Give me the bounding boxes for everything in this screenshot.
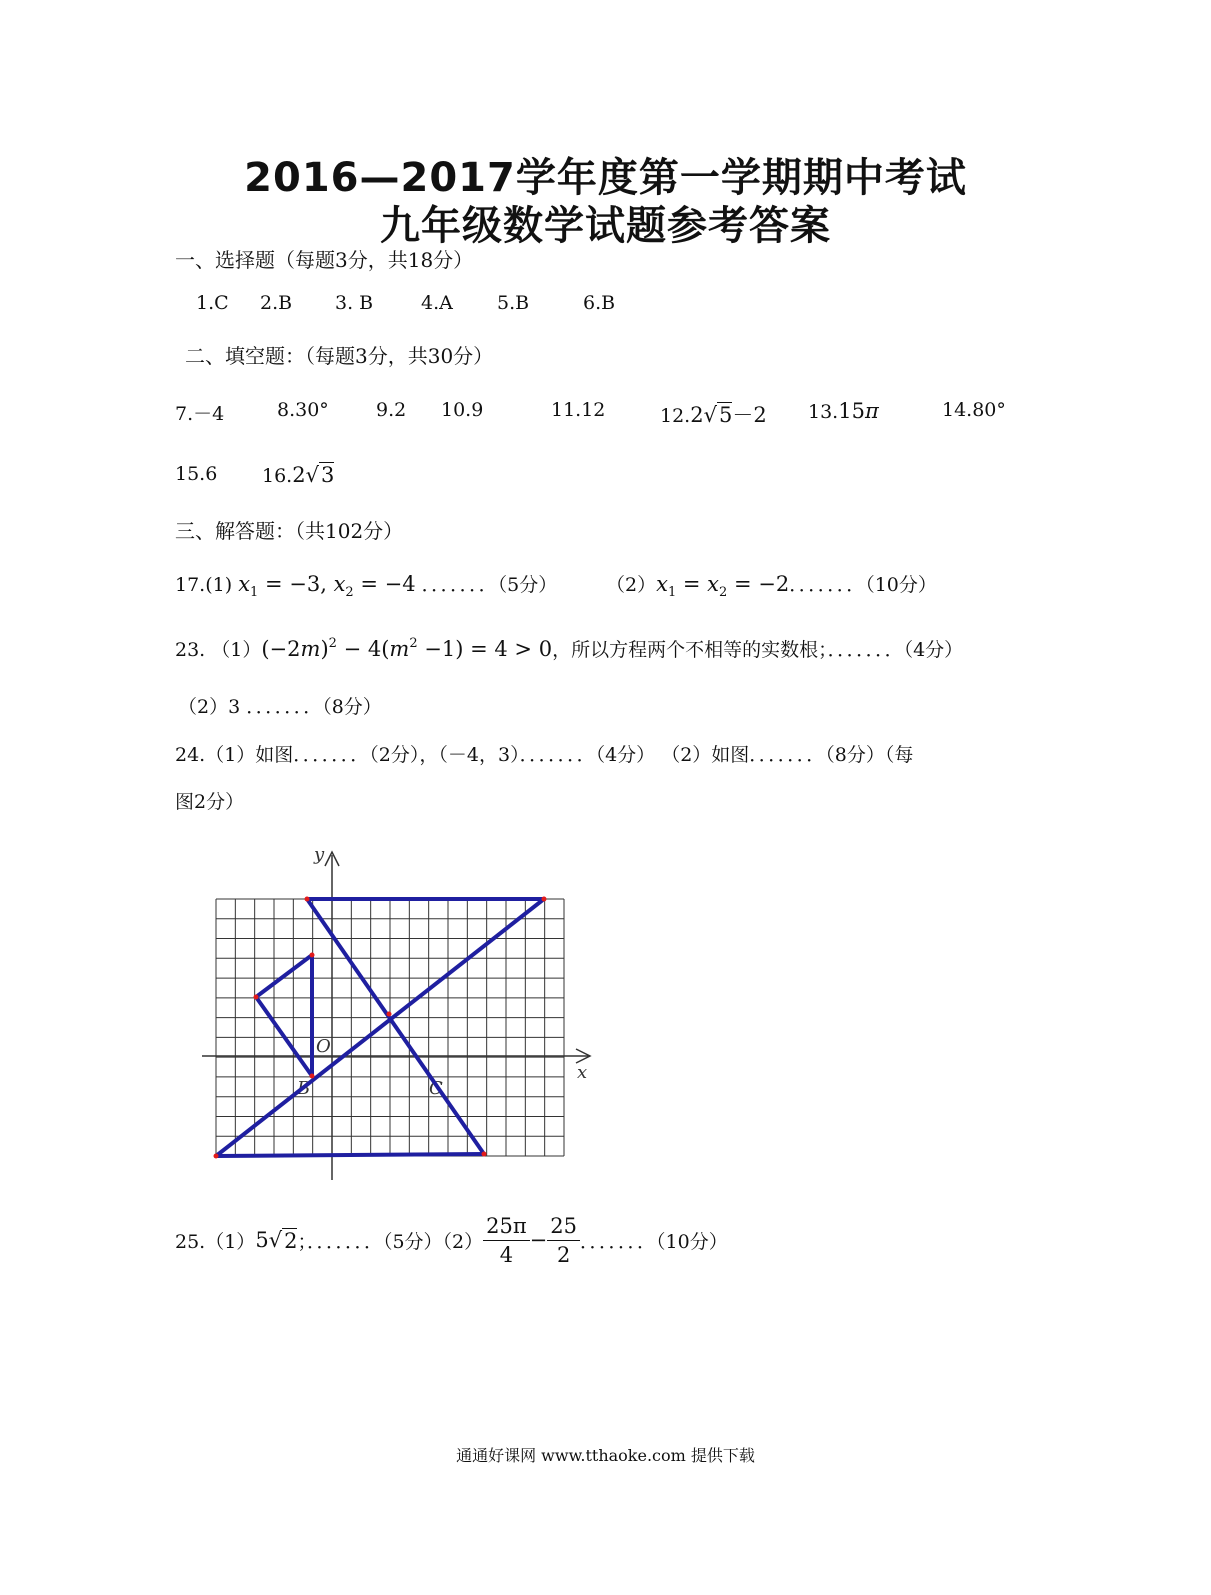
q23-expr-b: ) bbox=[320, 637, 329, 661]
q17-score2: ．．．．．．．（10分） bbox=[789, 574, 937, 596]
q17-score1: ．．．．．．．（5分） bbox=[421, 574, 558, 596]
page-title: 2016—2017学年度第一学期期中考试 bbox=[244, 155, 967, 201]
q23-sup2: 2 bbox=[409, 636, 418, 651]
vertex-point bbox=[310, 953, 315, 958]
answer-15: 15.6 bbox=[175, 463, 218, 485]
answer-16 bbox=[262, 463, 334, 487]
q25-frac2-numerator: 25 bbox=[547, 1212, 580, 1241]
small-triangle bbox=[256, 955, 312, 1076]
answer-13-value: 15 bbox=[838, 399, 865, 423]
q17-x1: x bbox=[238, 572, 251, 596]
footer-text: 通通好课网 www.tthaoke.com 提供下载 bbox=[456, 1446, 755, 1465]
q23-m1: m bbox=[300, 637, 321, 661]
answer-16-coef: 2 bbox=[292, 463, 306, 487]
q25-minus: − bbox=[529, 1228, 548, 1252]
q17-sub4: 2 bbox=[719, 585, 728, 600]
q23-label: 23. （1） bbox=[175, 639, 262, 661]
origin-label: O bbox=[316, 1036, 331, 1057]
point-c-label: C bbox=[429, 1078, 443, 1099]
question-24-line1: 24.（1）如图．．．．．．．（2分），（－4，3）．．．．．．．（4分） （2）如图．．．．．．．（8分）（每 bbox=[175, 744, 914, 766]
q25-fraction-2 bbox=[547, 1212, 580, 1269]
section2-heading: 二、填空题：（每题3分，共30分） bbox=[185, 344, 494, 368]
question-24-line2: 图2分） bbox=[175, 791, 245, 813]
vertex-point bbox=[310, 1074, 315, 1079]
q17-sub1: 1 bbox=[250, 585, 259, 600]
q17-eq4: = −2 bbox=[727, 572, 790, 596]
question-23-part2: （2）3 ．．．．．．．（8分） bbox=[178, 696, 382, 718]
answer-4: 4.A bbox=[421, 292, 453, 314]
answer-14: 14.80° bbox=[942, 399, 1006, 421]
q17-sub3: 1 bbox=[667, 585, 677, 600]
answer-9: 9.2 bbox=[376, 399, 407, 421]
q25-score2: ．．．．．．．（10分） bbox=[580, 1230, 728, 1253]
bottom-edge-line bbox=[216, 1154, 484, 1156]
x-axis-label: x bbox=[577, 1062, 588, 1083]
answer-6: 6.B bbox=[583, 292, 616, 314]
diagonal-line-down bbox=[307, 899, 484, 1154]
question-17-part2 bbox=[606, 570, 937, 600]
q25-frac1-numerator: 25π bbox=[483, 1212, 530, 1241]
q17-eq3: = bbox=[676, 572, 708, 596]
q17-eq1: = −3, bbox=[258, 572, 334, 596]
answer-10: 10.9 bbox=[441, 399, 484, 421]
vertex-point bbox=[305, 897, 310, 902]
point-b-label: B bbox=[297, 1078, 311, 1099]
vertex-point bbox=[214, 1154, 219, 1159]
q17-eq2: = −4 bbox=[353, 572, 416, 596]
q17-sub2: 2 bbox=[345, 585, 354, 600]
answer-3: 3. B bbox=[335, 292, 374, 314]
vertex-point bbox=[482, 1152, 487, 1157]
sqrt-icon: √ bbox=[268, 1228, 283, 1252]
q25-label: 25.（1） bbox=[175, 1230, 256, 1253]
q17-label: 17.(1) bbox=[175, 574, 233, 596]
answer-16-radicand: 3 bbox=[320, 463, 335, 487]
q25-fraction-1 bbox=[483, 1212, 530, 1269]
vertex-point bbox=[387, 1012, 392, 1017]
q23-expr-d: −1) = 4 > 0 bbox=[417, 637, 553, 661]
q23-expr-c: − 4( bbox=[336, 637, 390, 661]
page-subtitle: 九年级数学试题参考答案 bbox=[380, 203, 831, 249]
diagonal-line-up bbox=[216, 899, 544, 1156]
answer-12-coef: 2 bbox=[690, 403, 704, 427]
q25-frac2-denominator: 2 bbox=[556, 1242, 571, 1267]
answer-11: 11.12 bbox=[551, 399, 606, 421]
q25-coef: 5 bbox=[255, 1228, 269, 1252]
q25-score1: ；．．．．．．．（5分）（2） bbox=[297, 1230, 484, 1253]
q23-m2: m bbox=[389, 637, 410, 661]
answer-12 bbox=[660, 399, 767, 429]
section3-heading: 三、解答题：（共102分） bbox=[175, 519, 404, 543]
answer-5: 5.B bbox=[497, 292, 530, 314]
q17-part2-label: （2） bbox=[606, 574, 657, 596]
answer-12-number: 12. bbox=[660, 405, 691, 427]
question-25 bbox=[175, 1208, 728, 1272]
coordinate-figure bbox=[195, 840, 605, 1190]
q25-radicand: 2 bbox=[284, 1228, 298, 1253]
y-axis-label: y bbox=[314, 844, 325, 865]
question-23 bbox=[175, 635, 963, 662]
question-17 bbox=[175, 570, 557, 600]
answer-12-tail: －2 bbox=[732, 403, 767, 427]
section1-heading: 一、选择题（每题3分，共18分） bbox=[175, 248, 474, 272]
q17-x2: x bbox=[333, 572, 346, 596]
answer-16-number: 16. bbox=[262, 465, 293, 487]
q17-x3: x bbox=[656, 572, 668, 596]
q17-x4: x bbox=[707, 572, 720, 596]
vertex-point bbox=[542, 897, 547, 902]
vertex-point bbox=[254, 995, 259, 1000]
sqrt-icon: √ bbox=[305, 463, 319, 487]
answer-7: 7.－4 bbox=[175, 403, 225, 425]
q23-expr-a: (−2 bbox=[261, 637, 301, 661]
answer-8: 8.30° bbox=[277, 399, 329, 421]
answer-13-pi: π bbox=[864, 399, 879, 423]
q23-text: ，所以方程两个不相等的实数根；．．．．．．．（4分） bbox=[552, 639, 964, 661]
answer-13-number: 13. bbox=[808, 401, 839, 423]
sqrt-icon: √ bbox=[703, 403, 717, 427]
answer-2: 2.B bbox=[260, 292, 293, 314]
answer-12-radicand: 5 bbox=[718, 403, 733, 427]
q25-frac1-denominator: 4 bbox=[499, 1242, 514, 1267]
answer-1: 1.C bbox=[196, 292, 229, 314]
q23-sup1: 2 bbox=[328, 636, 337, 651]
answer-13 bbox=[808, 399, 879, 423]
